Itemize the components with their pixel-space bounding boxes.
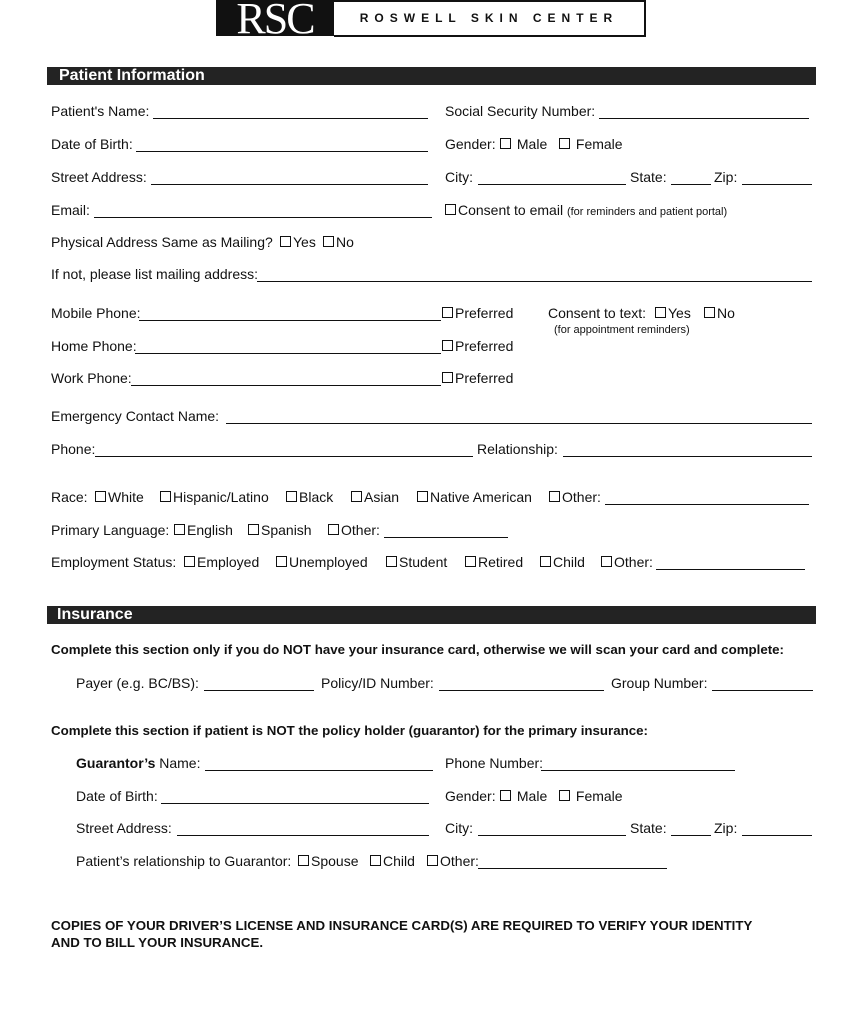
consent-email-note: (for reminders and patient portal): [566, 206, 728, 218]
checkbox-icon: [286, 491, 297, 502]
physical-yes-checkbox[interactable]: [280, 234, 316, 250]
payer-field[interactable]: [204, 690, 314, 691]
home-preferred-label: Preferred: [455, 338, 514, 354]
checkbox-icon: [351, 491, 362, 502]
employment-label: Employment Status:: [51, 554, 177, 570]
race-other-field[interactable]: [605, 504, 809, 505]
guarantor-street-field[interactable]: [177, 835, 429, 836]
guarantor-name-label: [76, 755, 200, 771]
email-field[interactable]: [94, 217, 432, 218]
work-preferred-label: Preferred: [455, 370, 514, 386]
mobile-field[interactable]: [139, 320, 441, 321]
relationship-field[interactable]: [563, 456, 812, 457]
state-field[interactable]: [671, 184, 711, 185]
checkbox-icon: [704, 307, 715, 318]
guarantor-dob-label: Date of Birth:: [76, 788, 158, 804]
street-label: Street Address:: [51, 169, 147, 185]
email-label: Email:: [51, 202, 90, 218]
relationship-label: Relationship:: [477, 441, 558, 457]
consent-text-no-label: No: [717, 305, 735, 321]
race-label: Race:: [51, 489, 88, 505]
zip-label: Zip:: [714, 169, 738, 185]
guarantor-female-label: Female: [575, 788, 623, 804]
guarantor-female-checkbox[interactable]: [559, 788, 623, 804]
checkbox-icon: [442, 372, 453, 383]
guarantor-state-field[interactable]: [671, 835, 711, 836]
mobile-preferred-checkbox[interactable]: [442, 305, 513, 321]
checkbox-icon: [160, 491, 171, 502]
checkbox-icon: [95, 491, 106, 502]
employment-child-label: Child: [553, 554, 585, 570]
footer-line-1: COPIES OF YOUR DRIVER’S LICENSE AND INSURANCE CARD(S) ARE REQUIRED TO VERIFY YOUR IDENTITY: [51, 918, 753, 933]
checkbox-icon: [442, 307, 453, 318]
race-black-checkbox[interactable]: [286, 489, 333, 505]
street-field[interactable]: [151, 184, 428, 185]
race-hispanic-label: Hispanic/Latino: [173, 489, 269, 505]
language-label: Primary Language:: [51, 522, 170, 538]
checkbox-icon: [276, 556, 287, 567]
footer-line-2: AND TO BILL YOUR INSURANCE.: [51, 935, 264, 950]
race-other-label: Other:: [562, 489, 601, 505]
checkbox-icon: [540, 556, 551, 567]
checkbox-icon: [280, 236, 291, 247]
guarantor-relationship-label: Patient’s relationship to Guarantor:: [76, 853, 292, 869]
race-white-label: White: [108, 489, 144, 505]
gender-male-label: Male: [516, 136, 548, 152]
race-black-label: Black: [299, 489, 334, 505]
relationship-spouse-checkbox[interactable]: [298, 853, 358, 869]
guarantor-male-label: Male: [516, 788, 548, 804]
employment-student-label: Student: [399, 554, 448, 570]
checkbox-icon: [328, 524, 339, 535]
consent-text-yes-checkbox[interactable]: [655, 305, 691, 321]
logo: [216, 0, 646, 36]
gender-label: Gender:: [445, 136, 496, 152]
gender-female-label: Female: [575, 136, 623, 152]
emergency-label: Emergency Contact Name:: [51, 408, 220, 424]
checkbox-icon: [174, 524, 185, 535]
race-hispanic-checkbox[interactable]: [160, 489, 269, 505]
guarantor-gender-label: Gender:: [445, 788, 496, 804]
race-asian-label: Asian: [364, 489, 400, 505]
logo-name: ROSWELL SKIN CENTER: [334, 0, 646, 37]
checkbox-icon: [248, 524, 259, 535]
physical-same-label: Physical Address Same as Mailing?: [51, 234, 273, 250]
checkbox-icon: [500, 138, 511, 149]
guarantor-city-label: City:: [445, 820, 473, 836]
checkbox-icon: [655, 307, 666, 318]
dob-label: Date of Birth:: [51, 136, 133, 152]
checkbox-icon: [549, 491, 560, 502]
mobile-label: Mobile Phone:: [51, 305, 141, 321]
guarantor-state-label: State:: [630, 820, 667, 836]
ssn-label: Social Security Number:: [445, 103, 596, 119]
guarantor-name-field[interactable]: [205, 770, 433, 771]
relationship-other-checkbox[interactable]: [427, 853, 479, 869]
employment-other-label: Other:: [614, 554, 653, 570]
home-preferred-checkbox[interactable]: [442, 338, 513, 354]
language-other-checkbox[interactable]: [328, 522, 380, 538]
relationship-other-label: Other:: [440, 853, 479, 869]
checkbox-icon: [370, 855, 381, 866]
checkbox-icon: [442, 340, 453, 351]
insurance-header: Insurance: [47, 606, 816, 624]
checkbox-icon: [500, 790, 511, 801]
guarantor-phone-label: Phone Number:: [445, 755, 544, 771]
employment-child-checkbox[interactable]: [540, 554, 585, 570]
city-field[interactable]: [478, 184, 626, 185]
checkbox-icon: [601, 556, 612, 567]
gender-female-checkbox[interactable]: [559, 136, 623, 152]
guarantor-dob-field[interactable]: [161, 803, 429, 804]
dob-field[interactable]: [136, 151, 428, 152]
emergency-phone-field[interactable]: [95, 456, 473, 457]
consent-text-label: Consent to text:: [548, 305, 647, 321]
physical-no-checkbox[interactable]: [323, 234, 354, 250]
gender-male-checkbox[interactable]: [500, 136, 547, 152]
state-label: State:: [630, 169, 667, 185]
group-field[interactable]: [712, 690, 813, 691]
group-label: Group Number:: [611, 675, 708, 691]
checkbox-icon: [427, 855, 438, 866]
logo-letters: RSC: [216, 0, 334, 36]
language-spanish-label: Spanish: [261, 522, 312, 538]
home-label: Home Phone:: [51, 338, 137, 354]
policy-label: Policy/ID Number:: [321, 675, 434, 691]
language-other-field[interactable]: [384, 537, 508, 538]
guarantor-phone-field[interactable]: [541, 770, 735, 771]
checkbox-icon: [323, 236, 334, 247]
guarantor-city-field[interactable]: [478, 835, 626, 836]
employment-retired-label: Retired: [478, 554, 524, 570]
race-white-checkbox[interactable]: [95, 489, 144, 505]
emergency-field[interactable]: [226, 423, 812, 424]
employment-employed-label: Employed: [197, 554, 260, 570]
mobile-preferred-label: Preferred: [455, 305, 514, 321]
consent-text-no-checkbox[interactable]: [704, 305, 735, 321]
payer-label: Payer (e.g. BC/BS):: [76, 675, 199, 691]
physical-yes-label: Yes: [293, 234, 316, 250]
race-other-checkbox[interactable]: [549, 489, 601, 505]
race-asian-checkbox[interactable]: [351, 489, 399, 505]
employment-other-checkbox[interactable]: [601, 554, 653, 570]
employment-other-field[interactable]: [656, 569, 805, 570]
consent-text-yes-label: Yes: [668, 305, 691, 321]
language-spanish-checkbox[interactable]: [248, 522, 312, 538]
work-field[interactable]: [131, 385, 441, 386]
emergency-phone-label: Phone:: [51, 441, 96, 457]
policy-field[interactable]: [439, 690, 604, 691]
relationship-child-checkbox[interactable]: [370, 853, 415, 869]
employment-unemployed-label: Unemployed: [289, 554, 368, 570]
race-native-american-checkbox[interactable]: [417, 489, 532, 505]
checkbox-icon: [465, 556, 476, 567]
consent-text-note: (for appointment reminders): [554, 324, 690, 336]
zip-field[interactable]: [742, 184, 812, 185]
consent-email-label: Consent to email: [458, 202, 564, 218]
patient-name-field[interactable]: [153, 118, 428, 119]
employment-unemployed-checkbox[interactable]: [276, 554, 368, 570]
checkbox-icon: [417, 491, 428, 502]
checkbox-icon: [559, 138, 570, 149]
work-preferred-checkbox[interactable]: [442, 370, 513, 386]
home-field[interactable]: [135, 353, 441, 354]
checkbox-icon: [559, 790, 570, 801]
mailing-field[interactable]: [257, 281, 812, 282]
consent-email-checkbox[interactable]: [445, 202, 727, 220]
relationship-other-field[interactable]: [478, 868, 667, 869]
guarantor-male-checkbox[interactable]: [500, 788, 547, 804]
employment-retired-checkbox[interactable]: [465, 554, 523, 570]
ssn-field[interactable]: [599, 118, 809, 119]
checkbox-icon: [184, 556, 195, 567]
guarantor-bold: Guarantor’s: [76, 755, 156, 771]
guarantor-zip-field[interactable]: [742, 835, 812, 836]
work-label: Work Phone:: [51, 370, 132, 386]
guarantor-name-word: Name:: [159, 755, 201, 771]
patient-name-label: Patient's Name:: [51, 103, 150, 119]
employment-student-checkbox[interactable]: [386, 554, 447, 570]
relationship-child-label: Child: [383, 853, 415, 869]
relationship-spouse-label: Spouse: [311, 853, 359, 869]
patient-info-header: Patient Information: [47, 67, 816, 85]
checkbox-icon: [386, 556, 397, 567]
insurance-note-2: Complete this section if patient is NOT the policy holder (guarantor) for the primary insurance:: [51, 723, 648, 738]
insurance-note-1: Complete this section only if you do NOT have your insurance card, otherwise we will scan your card and complete:: [51, 642, 784, 657]
race-native-american-label: Native American: [430, 489, 532, 505]
language-english-label: English: [187, 522, 233, 538]
employment-employed-checkbox[interactable]: [184, 554, 259, 570]
guarantor-street-label: Street Address:: [76, 820, 172, 836]
mailing-label: If not, please list mailing address:: [51, 266, 258, 282]
guarantor-zip-label: Zip:: [714, 820, 738, 836]
physical-no-label: No: [336, 234, 354, 250]
checkbox-icon: [445, 204, 456, 215]
language-other-label: Other:: [341, 522, 380, 538]
city-label: City:: [445, 169, 473, 185]
checkbox-icon: [298, 855, 309, 866]
language-english-checkbox[interactable]: [174, 522, 233, 538]
